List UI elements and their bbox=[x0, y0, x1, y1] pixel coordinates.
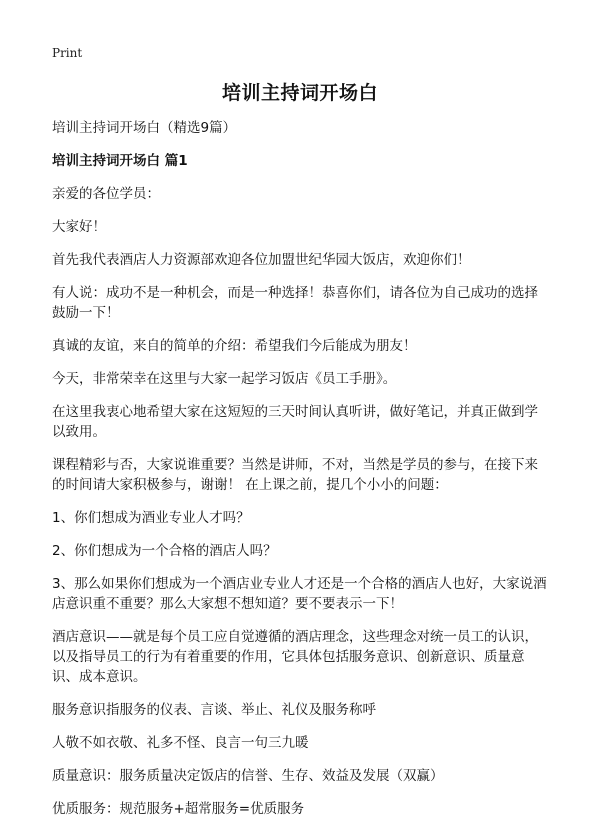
document-subtitle: 培训主持词开场白（精选9篇） bbox=[52, 120, 237, 136]
paragraph: 有人说：成功不是一种机会，而是一种选择！恭喜你们，请各位为自己成功的选择鼓励一下！ bbox=[52, 285, 538, 321]
paragraph: 3、那么如果你们想成为一个酒店业专业人才还是一个合格的酒店人也好，大家说酒店意识重不重要？那么大家想不想知道？要不要表示一下！ bbox=[52, 576, 547, 612]
document-body bbox=[52, 118, 548, 832]
paragraph: 服务意识指服务的仪表、言谈、举止、礼仪及服务称呼 bbox=[52, 702, 376, 718]
paragraph: 课程精彩与否，大家说谁重要？当然是讲师，不对，当然是学员的参与，在接下来的时间请大家积极参与，谢谢！ 在上课之前，提几个小小的问题： bbox=[52, 457, 538, 493]
paragraph: 1、你们想成为酒业专业人才吗？ bbox=[52, 510, 250, 526]
paragraph: 质量意识：服务质量决定饭店的信誉、生存、效益及发展（双赢） bbox=[52, 768, 444, 784]
paragraph: 首先我代表酒店人力资源部欢迎各位加盟世纪华园大饭店，欢迎你们！ bbox=[52, 252, 471, 268]
paragraph: 亲爱的各位学员： bbox=[52, 186, 160, 202]
print-link[interactable]: Print bbox=[52, 46, 83, 60]
paragraph: 真诚的友谊，来自的简单的介绍：希望我们今后能成为朋友！ bbox=[52, 338, 417, 354]
paragraph: 今天，非常荣幸在这里与大家一起学习饭店《员工手册》。 bbox=[52, 371, 397, 387]
paragraph: 酒店意识——就是每个员工应自觉遵循的酒店理念，这些理念对统一员工的认识，以及指导员工的行为有着重要的作用，它具体包括服务意识、创新意识、质量意识、成本意识。 bbox=[52, 629, 538, 685]
paragraph: 2、你们想成为一个合格的酒店人吗？ bbox=[52, 543, 277, 559]
paragraph: 在这里我衷心地希望大家在这短短的三天时间认真听讲，做好笔记，并真正做到学以致用。 bbox=[52, 404, 538, 440]
document-title: 培训主持词开场白 bbox=[221, 82, 378, 104]
paragraph: 人敬不如衣敬、礼多不怪、良言一句三九暖 bbox=[52, 735, 309, 751]
paragraph: 大家好！ bbox=[52, 219, 106, 235]
section-heading: 培训主持词开场白 篇1 bbox=[52, 153, 188, 169]
paragraph: 优质服务：规范服务+超常服务=优质服务 bbox=[52, 801, 305, 817]
